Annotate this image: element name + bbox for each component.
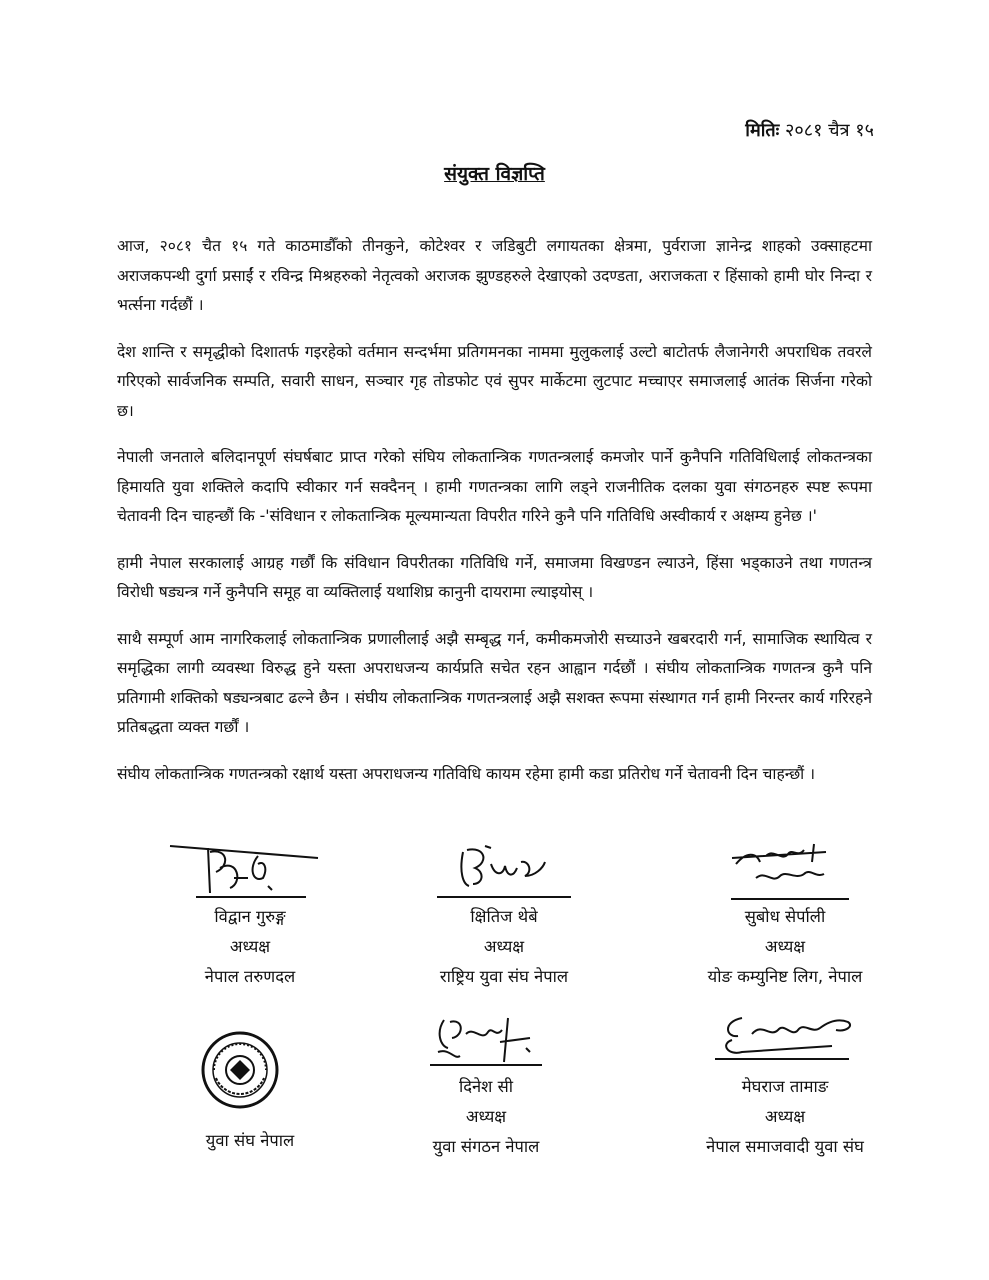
signatory-4-org: युवा संघ नेपाल [205,1131,295,1150]
signature-2-image [455,842,555,894]
signatory-2-name: क्षितिज थेबे [470,907,538,926]
signature-5-line [430,1064,542,1066]
signatory-1-position: अध्यक्ष [229,937,271,956]
organization-seal [200,1030,280,1110]
document-body [117,232,872,806]
signatory-1-org: नेपाल तरुणदल [204,967,296,986]
signature-6-image [712,1008,862,1064]
signature-3-line [731,898,849,900]
date-line [745,118,874,142]
signature-6-line [715,1058,849,1060]
signatory-1-name: विद्वान गुरुङ्ग [214,907,286,926]
signatory-6-position: अध्यक्ष [764,1107,806,1126]
paragraph-4: हामी नेपाल सरकालाई आग्रह गर्छौं कि संविधान विपरीतका गतिविधि गर्ने, समाजमा विखण्डन ल्याउने, हिंसा भड्काउने तथा गणतन्त्र विरोधी षड्यन्त्र गर्ने कुनैपनि समूह वा व्यक्तिलाई यथाशिघ्र कानुनी दायरामा ल्याइयोस् । [117,553,872,601]
signatory-3 [680,902,890,992]
signatory-5-position: अध्यक्ष [465,1107,507,1126]
signatory-4 [160,1126,340,1156]
signatory-6 [680,1072,890,1162]
paragraph-1: आज, २०८१ चैत १५ गते काठमाडौँको तीनकुने, कोटेश्वर र जडिबुटी लगायतका क्षेत्रमा, पुर्वराजा ज्ञानेन्द्र शाहको उक्साहटमा अराजकपन्थी दुर्गा प्रसाईं र रविन्द्र मिश्रहरुको नेतृत्वको अराजक झुण्डहरुले देखाएको उदण्डता, अराजकता र हिंसाको हामी घोर निन्दा र भर्त्सना गर्दछौं । [117,237,872,314]
signatory-6-org: नेपाल समाजवादी युवा संघ [706,1137,864,1156]
signature-5-image [430,1012,540,1068]
paragraph-2: देश शान्ति र समृद्धीको दिशातर्फ गइरहेको वर्तमान सन्दर्भमा प्रतिगमनका नाममा मुलुकलाई उल्टो बाटोतर्फ लैजानेगरी अपराधिक तवरले गरिएको सार्वजनिक सम्पति, सवारी साधन, सञ्चार गृह तोडफोट एवं सुपर मार्केटमा लुटपाट मच्चाएर समाजलाई आतंक सिर्जना गरेको छ। [117,342,872,420]
paragraph-5: साथै सम्पूर्ण आम नागरिकलाई लोकतान्त्रिक प्रणालीलाई अझै सम्बृद्ध गर्न, कमीकमजोरी सच्याउने खबरदारी गर्न, सामाजिक स्थायित्व र समृद्धिका लागी व्यवस्था विरुद्ध हुने यस्ता अपराधजन्य कार्यप्रति सचेत रहन आह्वान गर्दछौं । संघीय लोकतान्त्रिक गणतन्त्र कुनै पनि प्रतिगामी शक्तिको षड्यन्त्रबाट ढल्ने छैन । संघीय लोकतान्त्रिक गणतन्त्रलाई अझै सशक्त रूपमा संस्थागत गर्न हामी निरन्तर कार्य गरिरहने प्रतिबद्धता व्यक्त गर्छौं । [117,629,872,736]
document-title: संयुक्त विज्ञप्ति [444,163,545,185]
signatory-2-org: राष्ट्रिय युवा संघ नेपाल [439,967,569,986]
signatory-6-name: मेघराज तामाङ [741,1077,829,1096]
signatory-1 [160,902,340,992]
paragraph-6: संघीय लोकतान्त्रिक गणतन्त्रको रक्षार्थ यस्ता अपराधजन्य गतिविधि कायम रहेमा हामी कडा प्रतिरोध गर्ने चेतावनी दिन चाहन्छौं । [117,764,816,783]
signatory-2-position: अध्यक्ष [483,937,525,956]
paragraph-3: नेपाली जनताले बलिदानपूर्ण संघर्षबाट प्राप्त गरेको संघिय लोकतान्त्रिक गणतन्त्रलाई कमजोर पार्ने कुनैपनि गतिविधिलाई लोकतन्त्रका हिमायति युवा शक्तिले कदापि स्वीकार गर्न सक्दैनन् । हामी गणतन्त्रका लागि लड्ने राजनीतिक दलका युवा संगठनहरु स्पष्ट रूपमा चेतावनी दिन चाहन्छौं कि -'संविधान र लोकतान्त्रिक मूल्यमान्यता विपरीत गरिने कुनै पनि गतिविधि अस्वीकार्य र अक्षम्य हुनेछ ।' [117,448,872,525]
signatory-3-org: योङ कम्युनिष्ट लिग, नेपाल [707,967,863,986]
signatory-5-org: युवा संगठन नेपाल [432,1137,540,1156]
signatory-5 [386,1072,586,1162]
signature-2-line [437,896,571,898]
signature-1-image [168,838,323,900]
signatory-2 [404,902,604,992]
signature-1-line [196,896,306,898]
date-value: २०८१ चैत्र १५ [785,120,874,141]
signatory-3-name: सुबोध सेर्पाली [744,907,826,926]
signature-3-image [726,838,836,896]
signatory-3-position: अध्यक्ष [764,937,806,956]
signatory-5-name: दिनेश सी [458,1077,514,1096]
date-label: मितिः [745,120,780,141]
